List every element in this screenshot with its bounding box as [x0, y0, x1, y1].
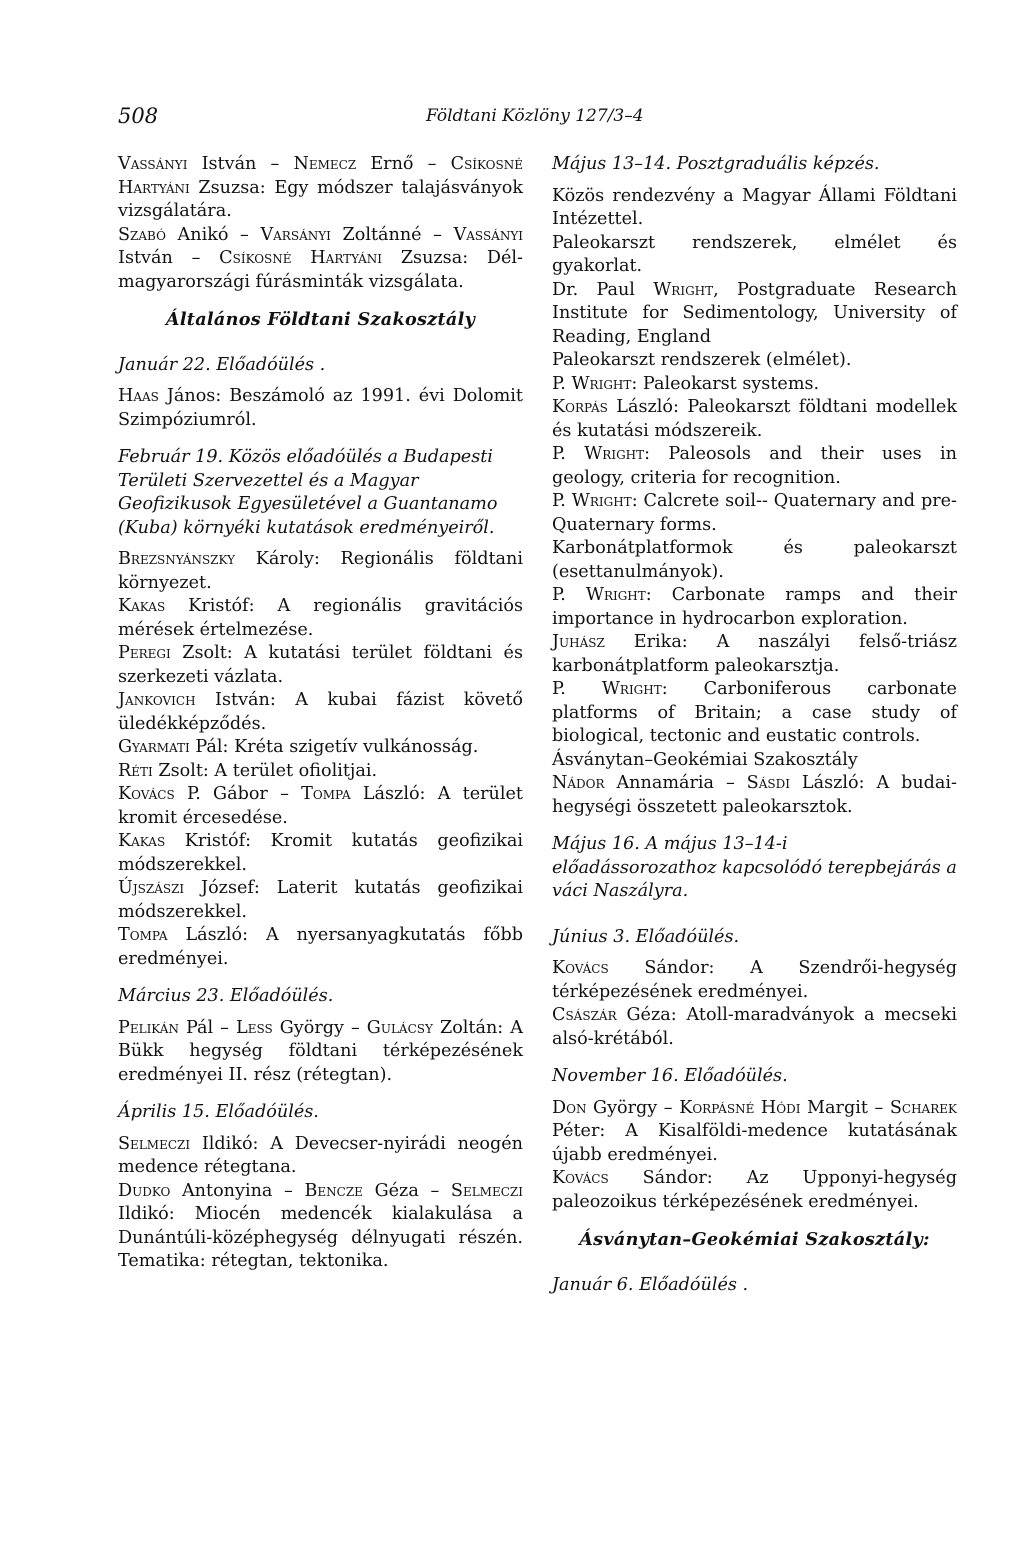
lecture-entry — [118, 924, 523, 971]
author-surname: Szabó — [118, 224, 166, 245]
author-surname: Nemecz — [293, 154, 357, 174]
author-rest: Sándor: — [608, 1168, 747, 1188]
author-rest: P. Gábor – — [174, 784, 302, 804]
author-surname: Kovács — [552, 958, 609, 978]
author-rest: Ildikó: — [190, 1133, 271, 1154]
author-surname: Tompa — [301, 784, 351, 804]
spacer — [118, 377, 523, 385]
lecture-title: Paleokarst systems. — [642, 373, 820, 394]
author-rest: Zsolt: — [152, 760, 215, 781]
author-prefix: P. — [552, 444, 585, 464]
author-surname: Selmeczi — [118, 1133, 191, 1154]
author-surname: Wright — [584, 444, 645, 464]
author-rest: László: — [607, 397, 688, 417]
author-rest: István – — [118, 248, 220, 268]
author-rest: László: — [167, 925, 266, 945]
journal-title: Földtani Közlöny 127/3–4 — [426, 106, 644, 126]
author-rest: József: — [184, 878, 277, 898]
lecture-title: A budai-hegységi összetett paleokarsztok. — [552, 773, 957, 817]
author-rest: György – — [272, 1017, 367, 1038]
lecture-title: Paleokarszt rendszerek (elmélet). — [552, 350, 852, 370]
author-surname: Gulácsy — [366, 1017, 433, 1038]
lecture-title: A naszályi felső-triász karbonátplatform paleokarsztja. — [552, 632, 957, 676]
author-surname: Csíkosné Hartyáni — [219, 248, 383, 268]
author-surname: Pelikán — [118, 1017, 179, 1038]
lecture-title: Kréta szigetív vulkánosság. — [234, 737, 479, 757]
author-surname: Vassányi — [118, 154, 188, 174]
lecture-title: Az Upponyi-hegység paleozoikus térképezésének eredményei. — [552, 1168, 957, 1212]
lecture-title: A Kisalföldi-medence kutatásának újabb eredményei. — [552, 1121, 957, 1165]
lecture-entry — [552, 678, 957, 749]
lecture-title: A terület ofiolitjai. — [214, 760, 378, 781]
spacer — [552, 1214, 957, 1228]
event-date: Június 3. Előadóülés. — [552, 926, 740, 947]
spacer — [118, 432, 523, 446]
spacer — [552, 949, 957, 957]
author-rest: Károly: — [235, 549, 341, 569]
section-heading: Ásványtan–Geokémiai Szakosztály: — [579, 1229, 930, 1250]
spacer — [552, 904, 957, 912]
spacer — [552, 1260, 957, 1274]
author-rest: , — [713, 279, 738, 300]
author-rest: Géza: — [616, 1005, 687, 1025]
lecture-title: Dél-magyarországi fúrásminták vizsgálata. — [118, 248, 523, 292]
author-surname: Wright — [571, 373, 632, 394]
author-surname: Bencze — [304, 1180, 363, 1201]
event-date: Január 22. Előadóülés . — [118, 354, 326, 375]
author-surname: Juhász — [552, 632, 605, 652]
lecture-entry — [552, 772, 957, 819]
author-surname: Brezsnyánszky — [118, 549, 236, 569]
lecture-title: A Szendrői-hegység térképezésének eredményei. — [552, 958, 957, 1002]
section-heading: Általános Földtani Szakosztály — [165, 309, 476, 330]
lecture-entry — [118, 760, 523, 784]
spacer — [118, 971, 523, 985]
lecture-entry — [552, 232, 957, 279]
author-surname: Peregi — [118, 643, 171, 663]
lecture-title: Karbonátplatformok és paleokarszt (esettanulmányok). — [552, 538, 957, 582]
author-rest: Anikó – — [165, 224, 261, 245]
lecture-entry — [118, 830, 523, 877]
event-date: Május 13–14. Posztgraduális képzés. — [552, 154, 880, 174]
author-surname: Kovács — [552, 1168, 609, 1188]
spacer — [552, 1051, 957, 1065]
author-prefix: P. — [552, 491, 572, 511]
spacer — [118, 340, 523, 354]
lecture-title: Postgraduate Research Institute for Sedimentology, University of Reading, England — [552, 279, 958, 347]
lecture-entry — [552, 1097, 957, 1168]
lecture-title: Calcrete soil-- Quaternary and pre-Quaternary forms. — [552, 491, 957, 535]
lecture-title: Paleokarszt földtani modellek és kutatási módszereik. — [552, 397, 957, 441]
author-rest: : — [631, 491, 644, 511]
lecture-entry — [552, 957, 957, 1004]
lecture-title: Carbonate ramps and their importance in hydrocarbon exploration. — [552, 585, 957, 629]
author-rest: György – — [586, 1097, 680, 1118]
author-surname: Kovács — [118, 784, 175, 804]
author-surname: Réti — [118, 760, 153, 781]
author-rest: Péter: — [552, 1121, 626, 1141]
lecture-entry — [118, 385, 523, 432]
lecture-title: Egy módszer talajásványok vizsgálatára. — [118, 177, 523, 221]
lecture-entry — [552, 185, 957, 232]
author-rest: Géza – — [362, 1180, 451, 1201]
author-rest: Zsuzsa: — [382, 248, 487, 268]
lecture-entry — [552, 584, 957, 631]
lecture-entry — [552, 1004, 957, 1051]
author-rest: István – — [187, 154, 294, 174]
author-surname: Tompa — [118, 925, 168, 945]
author-rest: Kristóf: — [165, 596, 278, 616]
lecture-entry — [118, 1180, 523, 1274]
event-date: Február 19. Közös előadóülés a Budapesti Területi Szervezettel és a Magyar Geofizikusok Egyesületével a Guantanamo (Kuba) környéki kutatások eredményeiről. — [118, 447, 498, 538]
spacer — [552, 1297, 957, 1305]
lecture-title: Beszámoló az 1991. évi Dolomit Szimpóziumról. — [118, 386, 523, 430]
author-prefix: P. — [552, 585, 586, 605]
event-date: Január 6. Előadóülés . — [552, 1274, 749, 1295]
author-surname: Scharek — [889, 1097, 957, 1118]
lecture-entry — [118, 877, 523, 924]
author-surname: Nádor — [552, 773, 605, 793]
author-rest: Pál – — [178, 1017, 237, 1038]
author-surname: Gyarmati — [118, 737, 190, 757]
lecture-entry — [552, 749, 957, 773]
author-surname: Kakas — [118, 831, 166, 851]
event-date: Március 23. Előadóülés. — [118, 986, 334, 1006]
author-rest: : — [631, 373, 643, 394]
author-surname: Sásdi — [746, 773, 790, 793]
lecture-entry — [118, 689, 523, 736]
author-surname: Újszászi — [118, 878, 185, 898]
spacer — [118, 1087, 523, 1101]
lecture-entry — [552, 490, 957, 537]
lecture-entry — [552, 396, 957, 443]
author-rest: Sándor: — [608, 958, 751, 978]
author-rest: László: — [350, 784, 438, 804]
lecture-entry — [118, 783, 523, 830]
event-date: Május 16. A május 13–14-i előadássorozathoz kapcsolódó terepbejárás a váci Naszályra. — [552, 834, 957, 901]
author-surname: Don — [552, 1097, 587, 1118]
spacer — [552, 177, 957, 185]
page-number: 508 — [118, 104, 159, 128]
lecture-title: Carboniferous carbonate platforms of Britain; a case study of biological, tectonic and eustatic controls. — [552, 679, 957, 746]
author-surname: Csíkosné Hartyáni — [118, 154, 523, 198]
lecture-entry — [118, 642, 523, 689]
author-surname: Wright — [653, 279, 714, 300]
author-rest: Annamária – — [604, 773, 747, 793]
spacer — [118, 1125, 523, 1133]
author-surname: Dudko — [118, 1180, 171, 1201]
author-surname: Haas — [118, 386, 159, 406]
author-surname: Wright — [571, 491, 632, 511]
lecture-title: Atoll-maradványok a mecseki alsó-krétából. — [552, 1005, 957, 1049]
author-surname: Jankovich — [118, 690, 196, 710]
spacer — [118, 294, 523, 308]
lecture-title: A nyersanyagkutatás főbb eredményei. — [118, 925, 523, 969]
lecture-title: Laterit kutatás geofizikai módszerekkel. — [118, 878, 524, 922]
lecture-title: A kubai fázist követő üledékképződés. — [118, 690, 523, 734]
author-rest: Zoltánné – — [330, 224, 454, 245]
lecture-title: A regionális gravitációs mérések értelmezése. — [118, 596, 523, 640]
lecture-title: Regionális földtani környezet. — [118, 549, 523, 593]
lecture-title: A Bükk hegység földtani térképezésének eredményei II. rész (rétegtan). — [118, 1017, 523, 1085]
lecture-entry — [118, 736, 523, 760]
author-rest: Pál: — [189, 737, 235, 757]
author-prefix: P. — [552, 679, 602, 699]
author-rest: Erika: — [604, 632, 717, 652]
event-date: Április 15. Előadóülés. — [118, 1102, 319, 1122]
author-surname: Less — [236, 1017, 273, 1038]
author-rest: Antonyina – — [170, 1180, 305, 1201]
author-surname: Wright — [601, 679, 662, 699]
lecture-title: Paleokarszt rendszerek, elmélet és gyakorlat. — [552, 232, 957, 276]
left-column — [118, 153, 523, 1274]
lecture-entry — [118, 1017, 523, 1088]
author-surname: Selmeczi — [450, 1180, 523, 1201]
author-rest: Kristóf: — [165, 831, 271, 851]
author-surname: Vassányi — [453, 224, 523, 245]
author-surname: Kakas — [118, 596, 166, 616]
author-surname: Varsányi — [260, 224, 331, 245]
lecture-entry — [118, 595, 523, 642]
lecture-title: Paleosols and their uses in geology, criteria for recognition. — [552, 444, 957, 488]
lecture-title: A Devecser-nyirádi neogén medence rétegtana. — [118, 1133, 523, 1177]
lecture-title: Kromit kutatás geofizikai módszerekkel. — [118, 831, 523, 875]
spacer — [118, 332, 523, 340]
author-rest: János: — [158, 386, 230, 406]
spacer — [118, 1009, 523, 1017]
lecture-title: Ásványtan–Geokémiai Szakosztály — [552, 749, 858, 770]
author-surname: Korpásné Hódi — [679, 1097, 801, 1118]
author-rest: László: — [789, 773, 877, 793]
spacer — [118, 540, 523, 548]
event-date: November 16. Előadóülés. — [552, 1066, 788, 1086]
spacer — [552, 1089, 957, 1097]
author-rest: Ernő – — [356, 154, 451, 174]
author-rest: : — [661, 679, 704, 699]
spacer — [552, 1252, 957, 1260]
author-prefix: P. — [552, 373, 572, 394]
lecture-entry — [552, 373, 957, 397]
author-rest: : — [644, 444, 669, 464]
lecture-entry — [118, 224, 523, 295]
author-surname: Korpás — [552, 397, 608, 417]
author-rest: István: — [195, 690, 296, 710]
author-rest: Zsolt: — [170, 643, 245, 663]
spacer — [552, 912, 957, 926]
author-rest: Margit – — [800, 1097, 890, 1118]
author-prefix: Dr. Paul — [552, 279, 654, 300]
lecture-entry — [552, 631, 957, 678]
lecture-title: Közös rendezvény a Magyar Állami Földtani Intézettel. — [552, 185, 957, 229]
author-surname: Wright — [585, 585, 646, 605]
author-rest: : — [645, 585, 672, 605]
lecture-entry — [552, 279, 957, 350]
lecture-entry — [552, 1167, 957, 1214]
lecture-entry — [118, 153, 523, 224]
lecture-entry — [552, 349, 957, 373]
author-surname: Császár — [552, 1005, 617, 1025]
author-rest: Zsuzsa: — [189, 177, 275, 198]
lecture-entry — [552, 443, 957, 490]
lecture-title: A terület kromit ércesedése. — [118, 784, 523, 828]
lecture-entry — [118, 1133, 523, 1180]
lecture-entry — [552, 537, 957, 584]
author-rest: Zoltán: — [432, 1017, 511, 1038]
author-rest: Ildikó: — [118, 1204, 195, 1224]
spacer — [552, 819, 957, 833]
lecture-entry — [118, 548, 523, 595]
lecture-title: A kutatási terület földtani és szerkezeti vázlata. — [118, 643, 523, 687]
right-column — [552, 153, 957, 1305]
lecture-title: Miocén medencék kialakulása a Dunántúli-középhegység délnyugati részén. Tematika: rétegtan, tektonika. — [118, 1204, 523, 1271]
